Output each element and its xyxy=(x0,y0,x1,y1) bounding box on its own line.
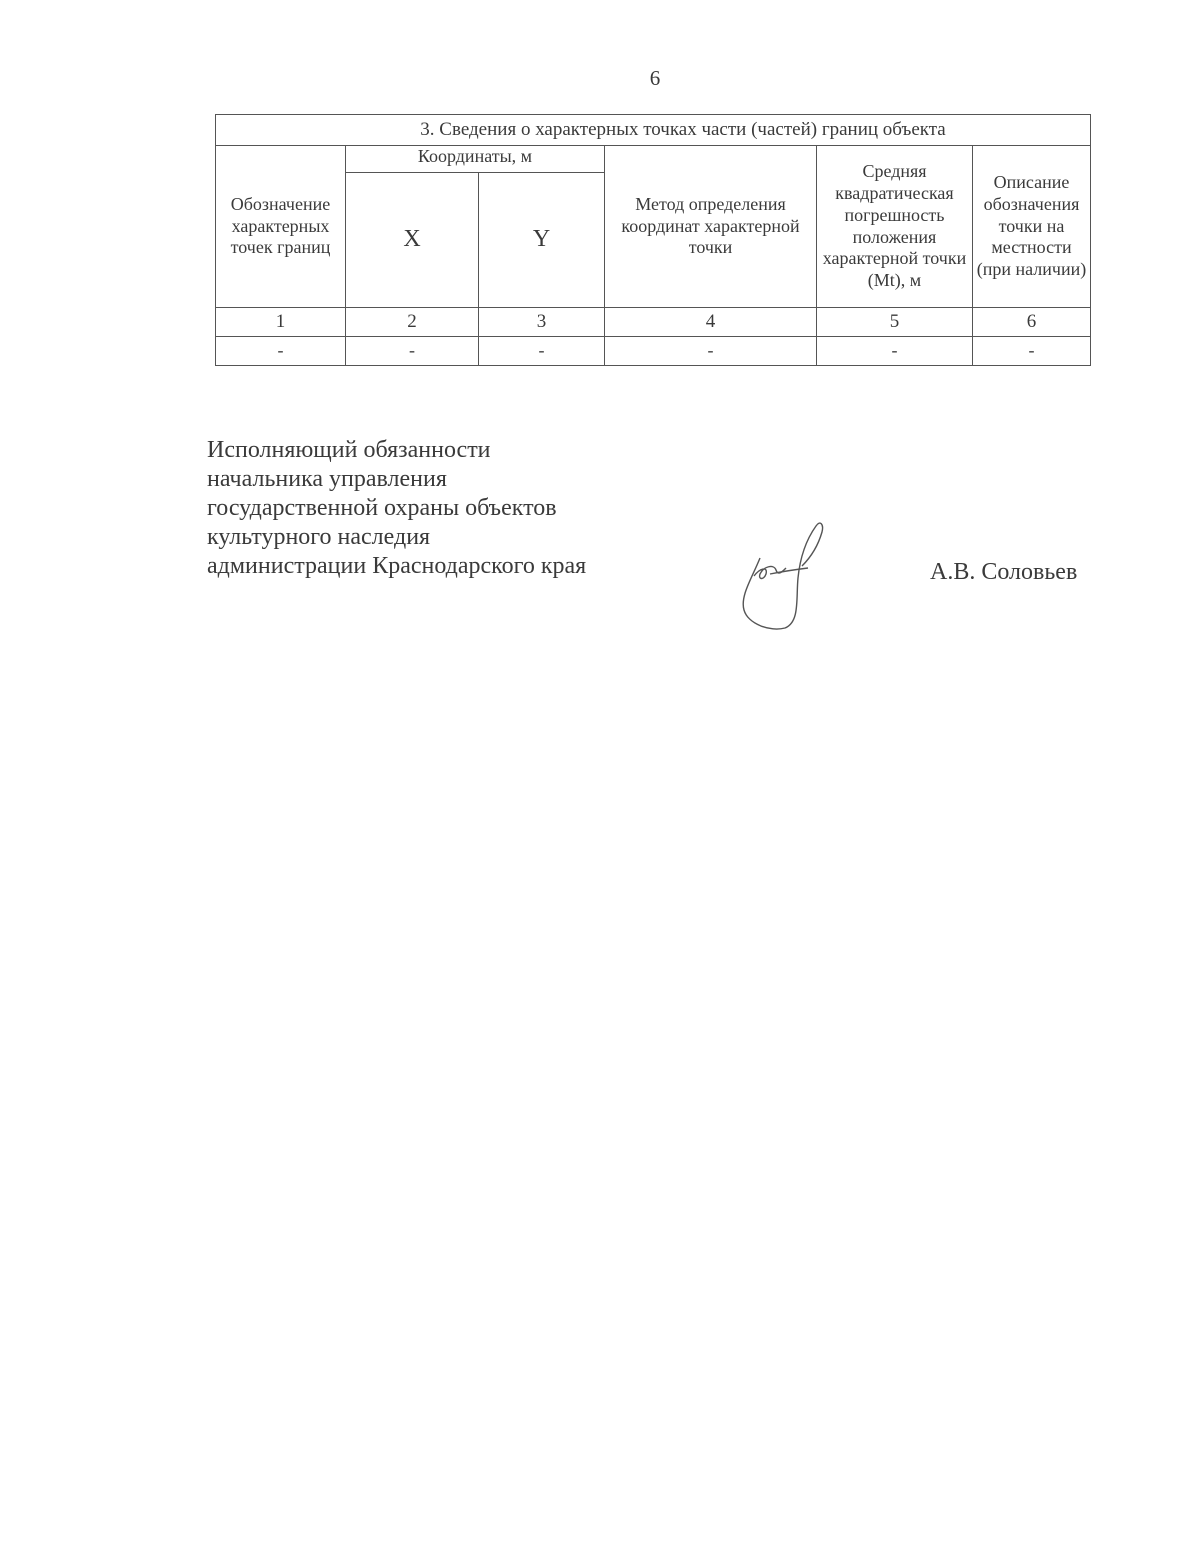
table-cell: - xyxy=(216,337,346,366)
position-line: культурного наследия xyxy=(207,524,431,550)
position-line: государственной охраны объектов xyxy=(207,495,557,521)
table-cell: - xyxy=(479,337,605,366)
table-cell: - xyxy=(973,337,1091,366)
signatory-position xyxy=(207,436,586,581)
header-coordinates: Координаты, м xyxy=(346,146,605,173)
header-method: Метод определения координат характерной точки xyxy=(605,146,817,308)
header-designation: Обозначение характерных точек границ xyxy=(216,146,346,308)
column-number: 1 xyxy=(216,308,346,337)
header-description: Описание обозначения точки на местности (при наличии) xyxy=(973,146,1091,308)
position-line: администрации Краснодарского края xyxy=(207,553,587,579)
characteristic-points-table xyxy=(215,114,1091,366)
table-cell: - xyxy=(817,337,973,366)
signer-name: А.В. Соловьев xyxy=(930,559,1078,585)
column-number-row xyxy=(216,308,1091,337)
table-cell: - xyxy=(605,337,817,366)
column-number: 2 xyxy=(346,308,479,337)
header-error: Средняя квадратическая погрешность положения характерной точки (Mt), м xyxy=(817,146,973,308)
page-number: 6 xyxy=(649,66,661,90)
table-row xyxy=(216,337,1091,366)
column-number: 6 xyxy=(973,308,1091,337)
header-y: Y xyxy=(479,173,605,308)
table-cell: - xyxy=(346,337,479,366)
column-number: 3 xyxy=(479,308,605,337)
header-x: X xyxy=(346,173,479,308)
table-caption: 3. Сведения о характерных точках части (частей) границ объекта xyxy=(216,115,1091,146)
handwritten-signature xyxy=(730,518,840,638)
position-line: Исполняющий обязанности xyxy=(207,437,491,463)
position-line: начальника управления xyxy=(207,466,447,492)
column-number: 5 xyxy=(817,308,973,337)
column-number: 4 xyxy=(605,308,817,337)
